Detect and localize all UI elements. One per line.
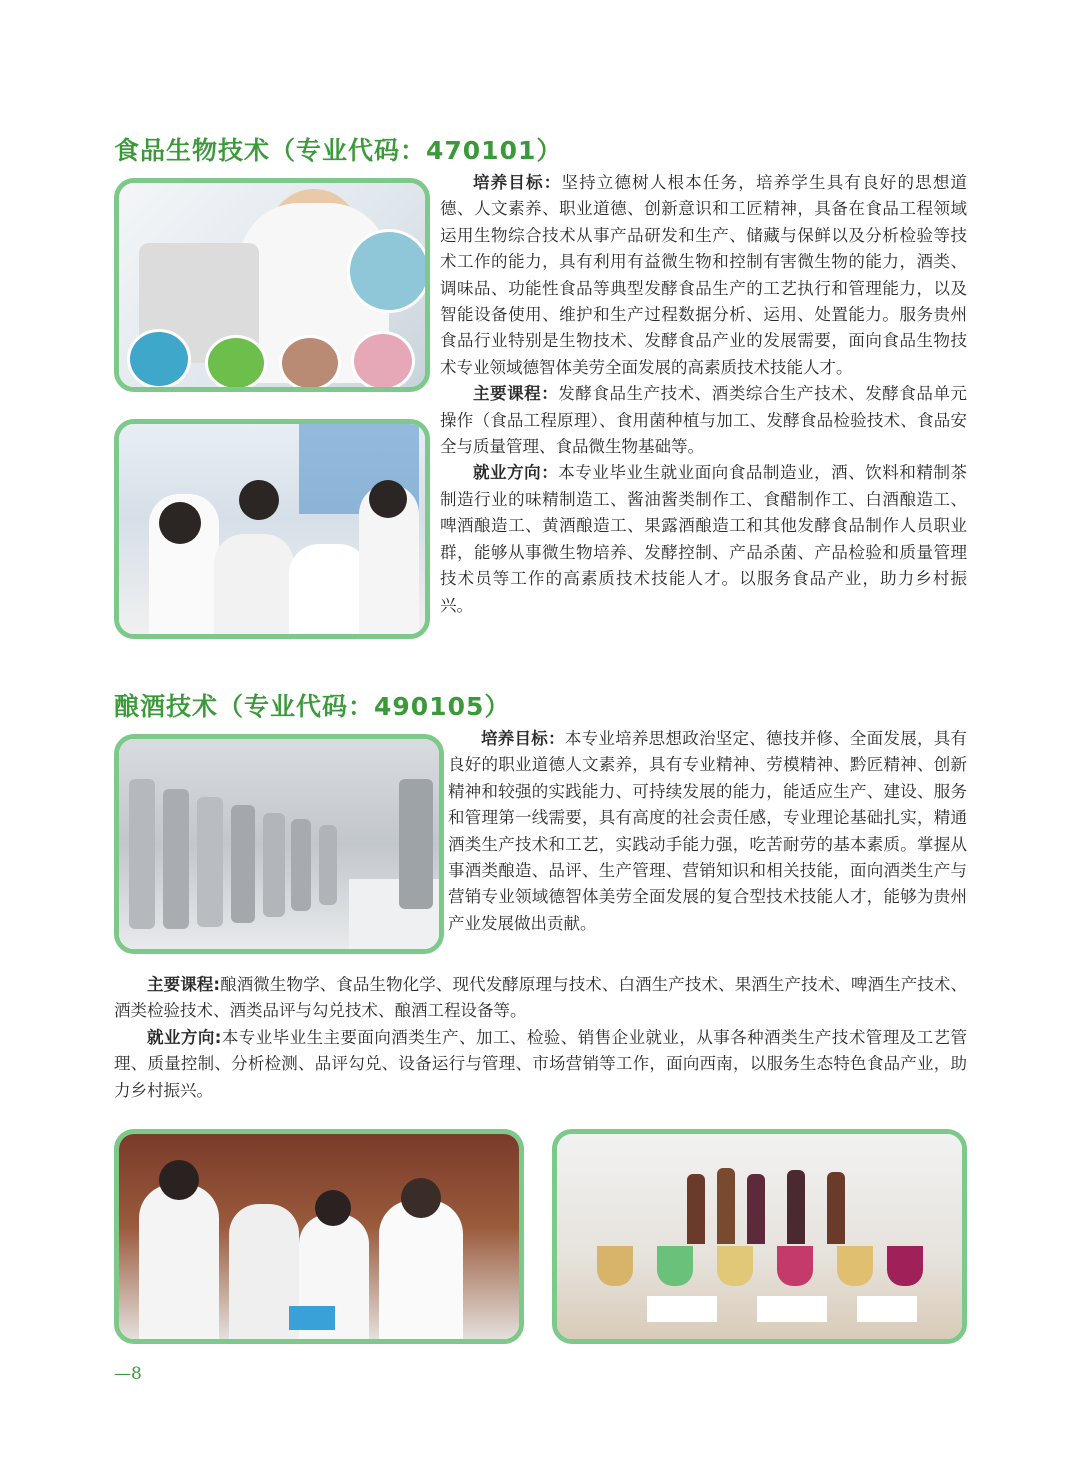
laboratory-class-photo [114,419,430,639]
courses-text: 酿酒微生物学、食品生物化学、现代发酵原理与技术、白酒生产技术、果酒生产技术、啤酒生产技术、酒类检验技术、酒类品评与勾兑技术、酿酒工程设备等。 [114,975,967,1021]
section2-career [114,1025,967,1104]
courses-label: 主要课程: [147,975,220,994]
section2-heading: 酿酒技术（专业代码：490105） [114,692,511,721]
section2-courses [114,972,967,1025]
page-number: —8 [114,1364,142,1384]
section2-goal [448,726,967,937]
goal-text: 坚持立德树人根本任务，培养学生具有良好的思想道德、人文素养、职业道德、创新意识和工匠精神，具备在食品工程领域运用生物综合技术从事产品研发和生产、储藏与保鲜以及分析检验等技术工作的能力，具有利用有益微生物和控制有害微生物的能力，酒类、调味品、功能性食品等典型发酵食品生产的工艺执行和管理能力，以及智能设备使用、维护和生产过程数据分析、运用、处置能力。服务贵州食品行业特别是生物技术、发酵食品产业的发展需要，面向食品生物技术专业领域德智体美劳全面发展的高素质技术技能人才。 [440,173,968,377]
goal-label: 培养目标： [481,729,565,748]
section1-heading: 食品生物技术（专业代码：470101） [114,136,563,165]
section1-career [440,460,967,618]
section1-goal [440,170,967,381]
fruit-wine-display-photo [552,1129,967,1344]
career-text: 本专业毕业生就业面向食品制造业，酒、饮料和精制茶制造行业的味精制造工、酱油酱类制作工、食醋制作工、白酒酿造工、啤酒酿造工、黄酒酿造工、果露酒酿造工和其他发酵食品制作人员职业群，能够从事微生物培养、发酵控制、产品杀菌、产品检验和质量管理技术员等工作的高素质技术技能人才。以服务食品产业，助力乡村振兴。 [440,463,968,615]
career-text: 本专业毕业生主要面向酒类生产、加工、检验、销售企业就业，从事各种酒类生产技术管理及工艺管理、质量控制、分析检测、品评勾兑、设备运行与管理、市场营销等工作，面向西南，以服务生态特色食品产业，助力乡村振兴。 [114,1027,967,1100]
career-label: 就业方向: [147,1027,222,1047]
goal-text: 本专业培养思想政治坚定、德技并修、全面发展，具有良好的职业道德人文素养，具有专业精神、劳模精神、黔匠精神、创新精神和较强的实践能力、可持续发展的能力，能适应生产、建设、服务和管理第一线需要，具有高度的社会责任感，专业理论基础扎实，精通酒类生产技术和工艺，实践动手能力强，吃苦耐劳的基本素质。掌握从事酒类酿造、品评、生产管理、营销知识和相关技能，面向酒类生产与营销专业领域德智体美劳全面发展的复合型技术技能人才，能够为贵州产业发展做出贡献。 [448,729,968,933]
goal-label: 培养目标： [473,173,562,192]
microscope-photo [114,178,430,392]
career-label: 就业方向： [473,463,559,483]
section2-goal-block [448,726,967,937]
brewery-equipment-photo [114,734,444,954]
courses-label: 主要课程： [473,384,559,404]
section1-text [440,170,967,619]
section1-courses [440,381,967,460]
wine-tasting-photo [114,1129,524,1344]
section2-text [114,972,967,1104]
courses-text: 发酵食品生产技术、酒类综合生产技术、发酵食品单元操作（食品工程原理）、食用菌种植与加工、发酵食品检验技术、食品安全与质量管理、食品微生物基础等。 [440,384,968,457]
